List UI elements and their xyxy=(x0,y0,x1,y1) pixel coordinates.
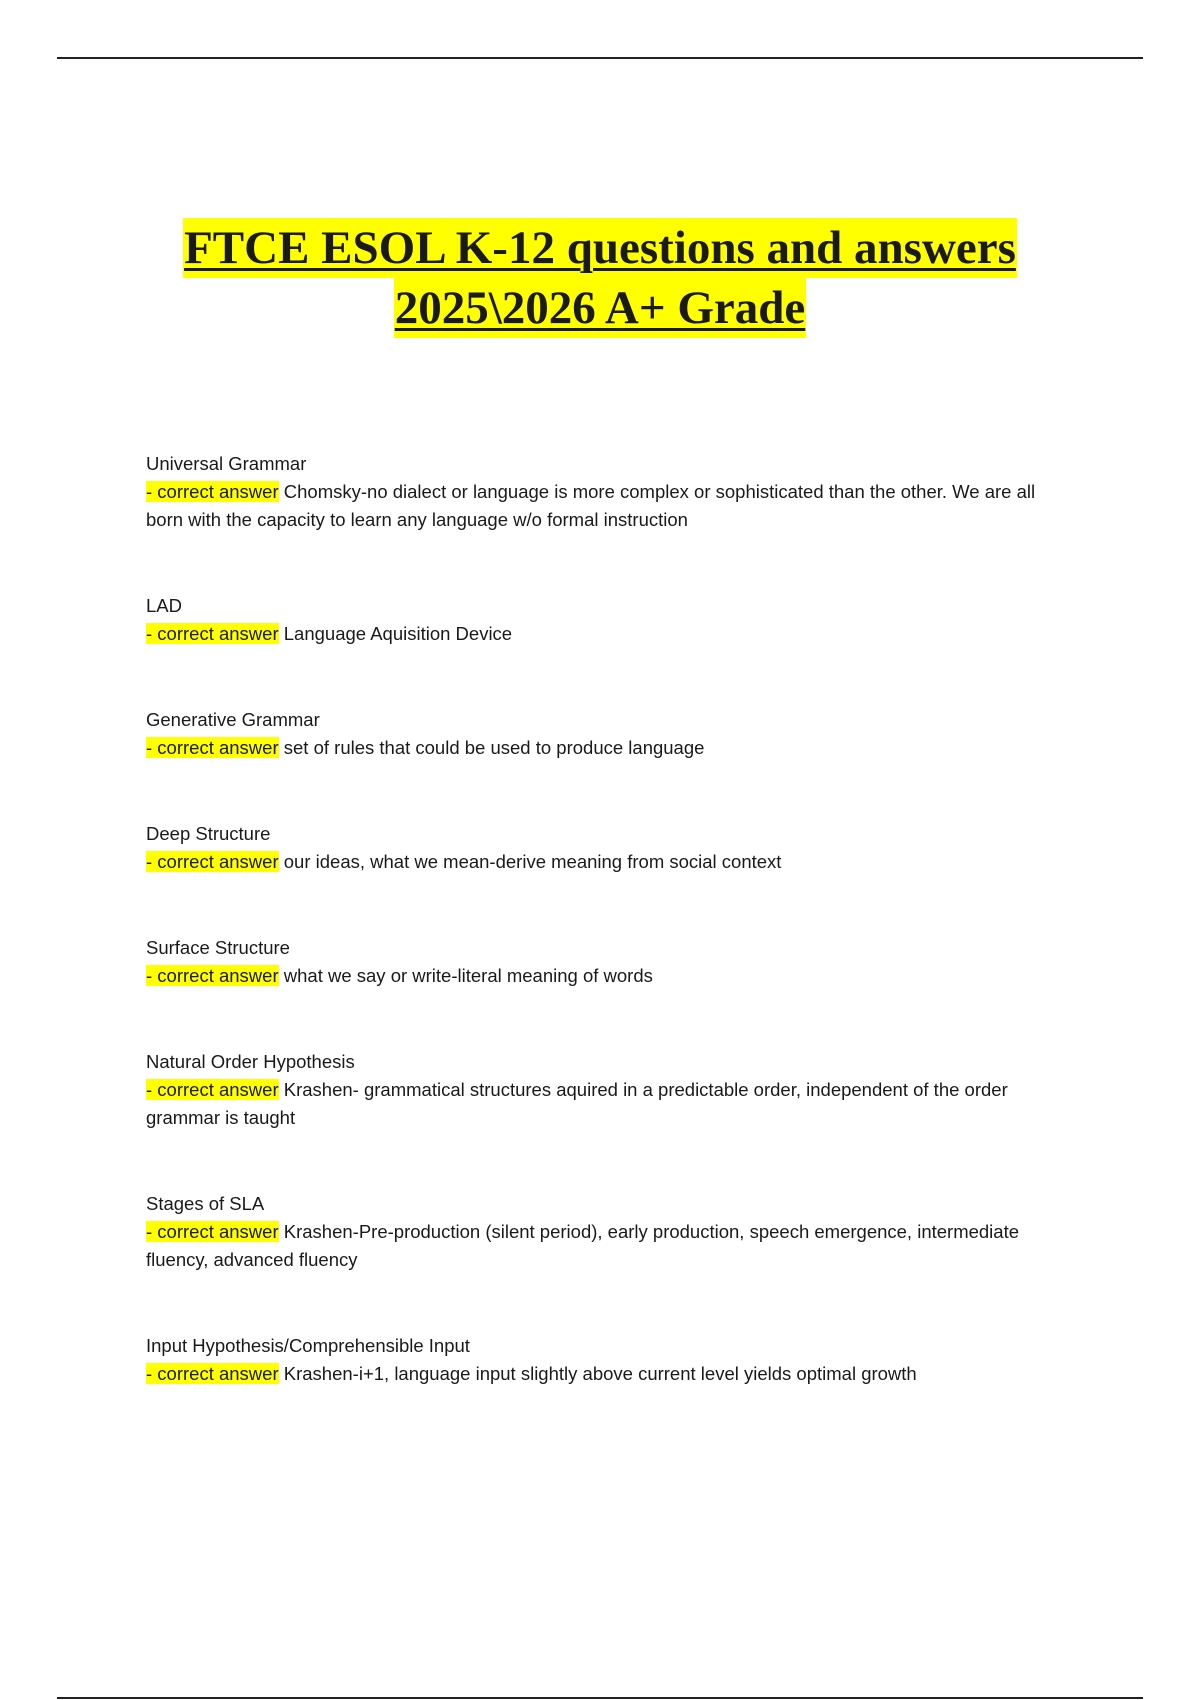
entry-term: Surface Structure xyxy=(146,937,290,958)
answer-prefix-highlight: - correct answer xyxy=(146,737,279,758)
entry-answer: Krashen- grammatical structures aquired in a predictable order, independent of the order grammar is taught xyxy=(146,1079,1008,1128)
answer-prefix-highlight: - correct answer xyxy=(146,1221,279,1242)
qa-entry xyxy=(146,1332,1076,1388)
qa-entry xyxy=(146,592,1076,648)
qa-entry xyxy=(146,934,1076,990)
entry-answer-line xyxy=(146,962,1076,990)
entry-answer: our ideas, what we mean-derive meaning from social context xyxy=(283,851,782,872)
entry-term: LAD xyxy=(146,595,182,616)
entry-answer: what we say or write-literal meaning of words xyxy=(283,965,653,986)
entry-answer-line xyxy=(146,848,1076,876)
entry-term: Natural Order Hypothesis xyxy=(146,1051,355,1072)
title-line-1: FTCE ESOL K-12 questions and answers xyxy=(183,218,1017,278)
qa-entry xyxy=(146,1048,1076,1132)
entry-answer-line xyxy=(146,1360,1076,1388)
entry-answer-line xyxy=(146,1076,1076,1132)
answer-prefix-highlight: - correct answer xyxy=(146,481,279,502)
entry-term: Stages of SLA xyxy=(146,1193,265,1214)
entry-term: Generative Grammar xyxy=(146,709,320,730)
footer-rule xyxy=(57,1697,1143,1699)
qa-entry xyxy=(146,450,1076,534)
header-rule xyxy=(57,57,1143,59)
entry-answer-line xyxy=(146,734,1076,762)
qa-entry xyxy=(146,820,1076,876)
entry-answer-line xyxy=(146,1218,1076,1274)
entry-term: Input Hypothesis/Comprehensible Input xyxy=(146,1335,470,1356)
entry-answer: Chomsky-no dialect or language is more complex or sophisticated than the other. We are all born with the capacity to learn any language w/o formal instruction xyxy=(146,481,1036,530)
entry-answer-line xyxy=(146,620,1076,648)
entry-answer: Krashen-Pre-production (silent period), early production, speech emergence, intermediate fluency, advanced fluency xyxy=(146,1221,1020,1270)
answer-prefix-highlight: - correct answer xyxy=(146,1079,279,1100)
qa-list xyxy=(146,450,1076,1446)
entry-answer: Krashen-i+1, language input slightly above current level yields optimal growth xyxy=(283,1363,917,1384)
title-line-2: 2025\2026 A+ Grade xyxy=(394,278,807,338)
entry-term: Deep Structure xyxy=(146,823,271,844)
document-title xyxy=(0,218,1200,338)
entry-term: Universal Grammar xyxy=(146,453,307,474)
entry-answer: Language Aquisition Device xyxy=(283,623,513,644)
entry-answer-line xyxy=(146,478,1076,534)
qa-entry xyxy=(146,706,1076,762)
answer-prefix-highlight: - correct answer xyxy=(146,851,279,872)
qa-entry xyxy=(146,1190,1076,1274)
answer-prefix-highlight: - correct answer xyxy=(146,965,279,986)
answer-prefix-highlight: - correct answer xyxy=(146,1363,279,1384)
answer-prefix-highlight: - correct answer xyxy=(146,623,279,644)
entry-answer: set of rules that could be used to produce language xyxy=(283,737,705,758)
